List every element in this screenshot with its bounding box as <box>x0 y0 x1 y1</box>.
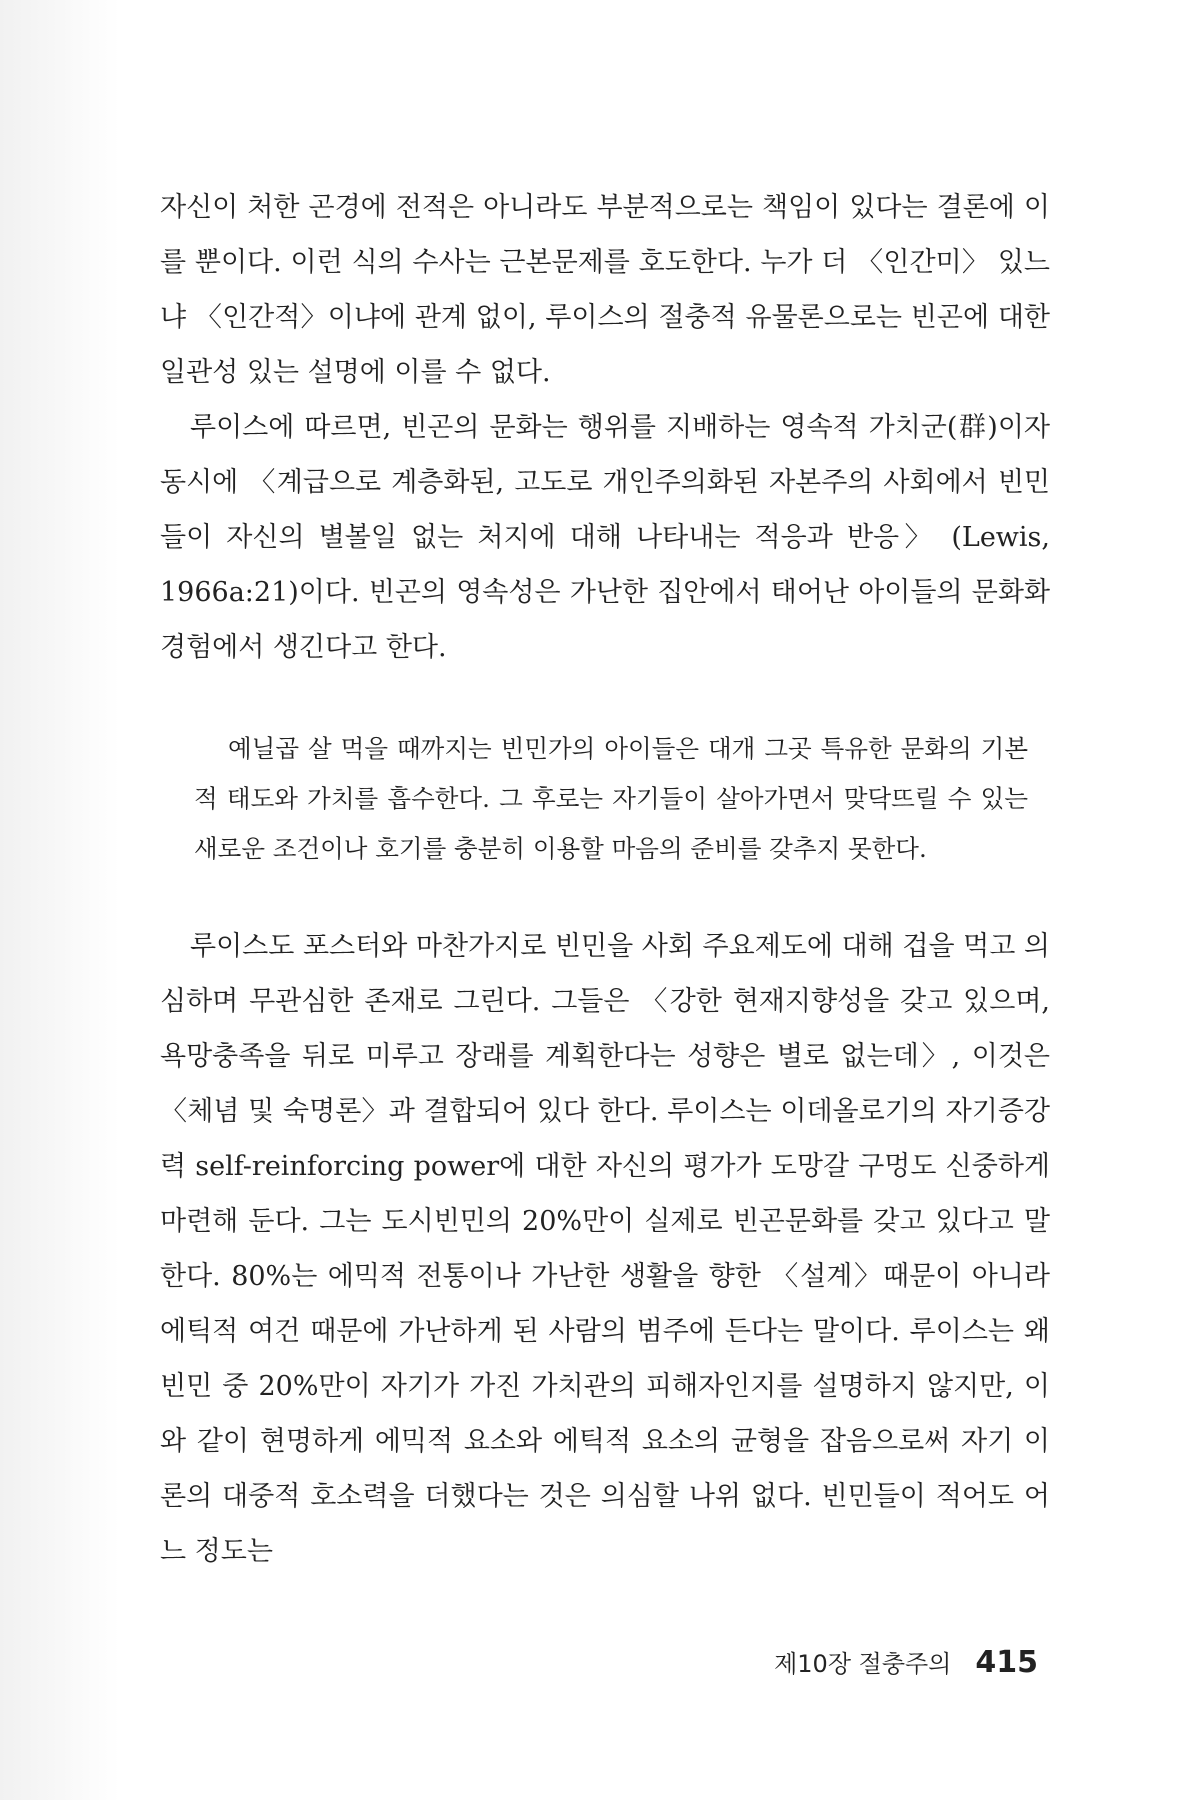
page-number: 415 <box>975 1645 1038 1680</box>
paragraph-lewis-foster: 루이스도 포스터와 마찬가지로 빈민을 사회 주요제도에 대해 겁을 먹고 의심하며 무관심한 존재로 그린다. 그들은 〈강한 현재지향성을 갖고 있으며, 욕망충족을 뒤로 미루고 장래를 계획한다는 성향은 별로 없는데〉, 이것은 〈체념 및 숙명론〉과 결합되어 있다 한다. 루이스는 이데올로기의 자기증강력 self-reinforcing power에 대한 자신의 평가가 도망갈 구멍도 신중하게 마련해 둔다. 그는 도시빈민의 20%만이 실제로 빈곤문화를 갖고 있다고 말한다. 80%는 에믹적 전통이나 가난한 생활을 향한 〈설계〉때문이 아니라 에틱적 여건 때문에 가난하게 된 사람의 범주에 든다는 말이다. 루이스는 왜 빈민 중 20%만이 자기가 가진 가치관의 피해자인지를 설명하지 않지만, 이와 같이 현명하게 에믹적 요소와 에틱적 요소의 균형을 잡음으로써 자기 이론의 대중적 호소력을 더했다는 것은 의심할 나위 없다. 빈민들이 적어도 어느 정도는 <box>160 931 1050 1567</box>
page-footer <box>774 1644 1038 1680</box>
page-body <box>160 180 1050 1579</box>
paragraph-continued: 자신이 처한 곤경에 전적은 아니라도 부분적으로는 책임이 있다는 결론에 이를 뿐이다. 이런 식의 수사는 근본문제를 호도한다. 누가 더 〈인간미〉 있느냐 〈인간적〉이냐에 관계 없이, 루이스의 절충적 유물론으로는 빈곤에 대한 일관성 있는 설명에 이를 수 없다. <box>160 192 1050 388</box>
block-quote: 예닐곱 살 먹을 때까지는 빈민가의 아이들은 대개 그곳 특유한 문화의 기본적 태도와 가치를 흡수한다. 그 후로는 자기들이 살아가면서 맞닥뜨릴 수 있는 새로운 조건이나 호기를 충분히 이용할 마음의 준비를 갖추지 못한다. <box>194 734 1028 863</box>
running-chapter-title: 제10장 절충주의 <box>774 1650 952 1678</box>
paragraph-culture-of-poverty: 루이스에 따르면, 빈곤의 문화는 행위를 지배하는 영속적 가치군(群)이자 동시에 〈계급으로 계층화된, 고도로 개인주의화된 자본주의 사회에서 빈민들이 자신의 별볼일 없는 처지에 대해 나타내는 적응과 반응〉 (Lewis, 1966a:21)이다. 빈곤의 영속성은 가난한 집안에서 태어난 아이들의 문화화 경험에서 생긴다고 한다. <box>160 412 1050 663</box>
scan-margin-shade <box>0 0 120 1800</box>
